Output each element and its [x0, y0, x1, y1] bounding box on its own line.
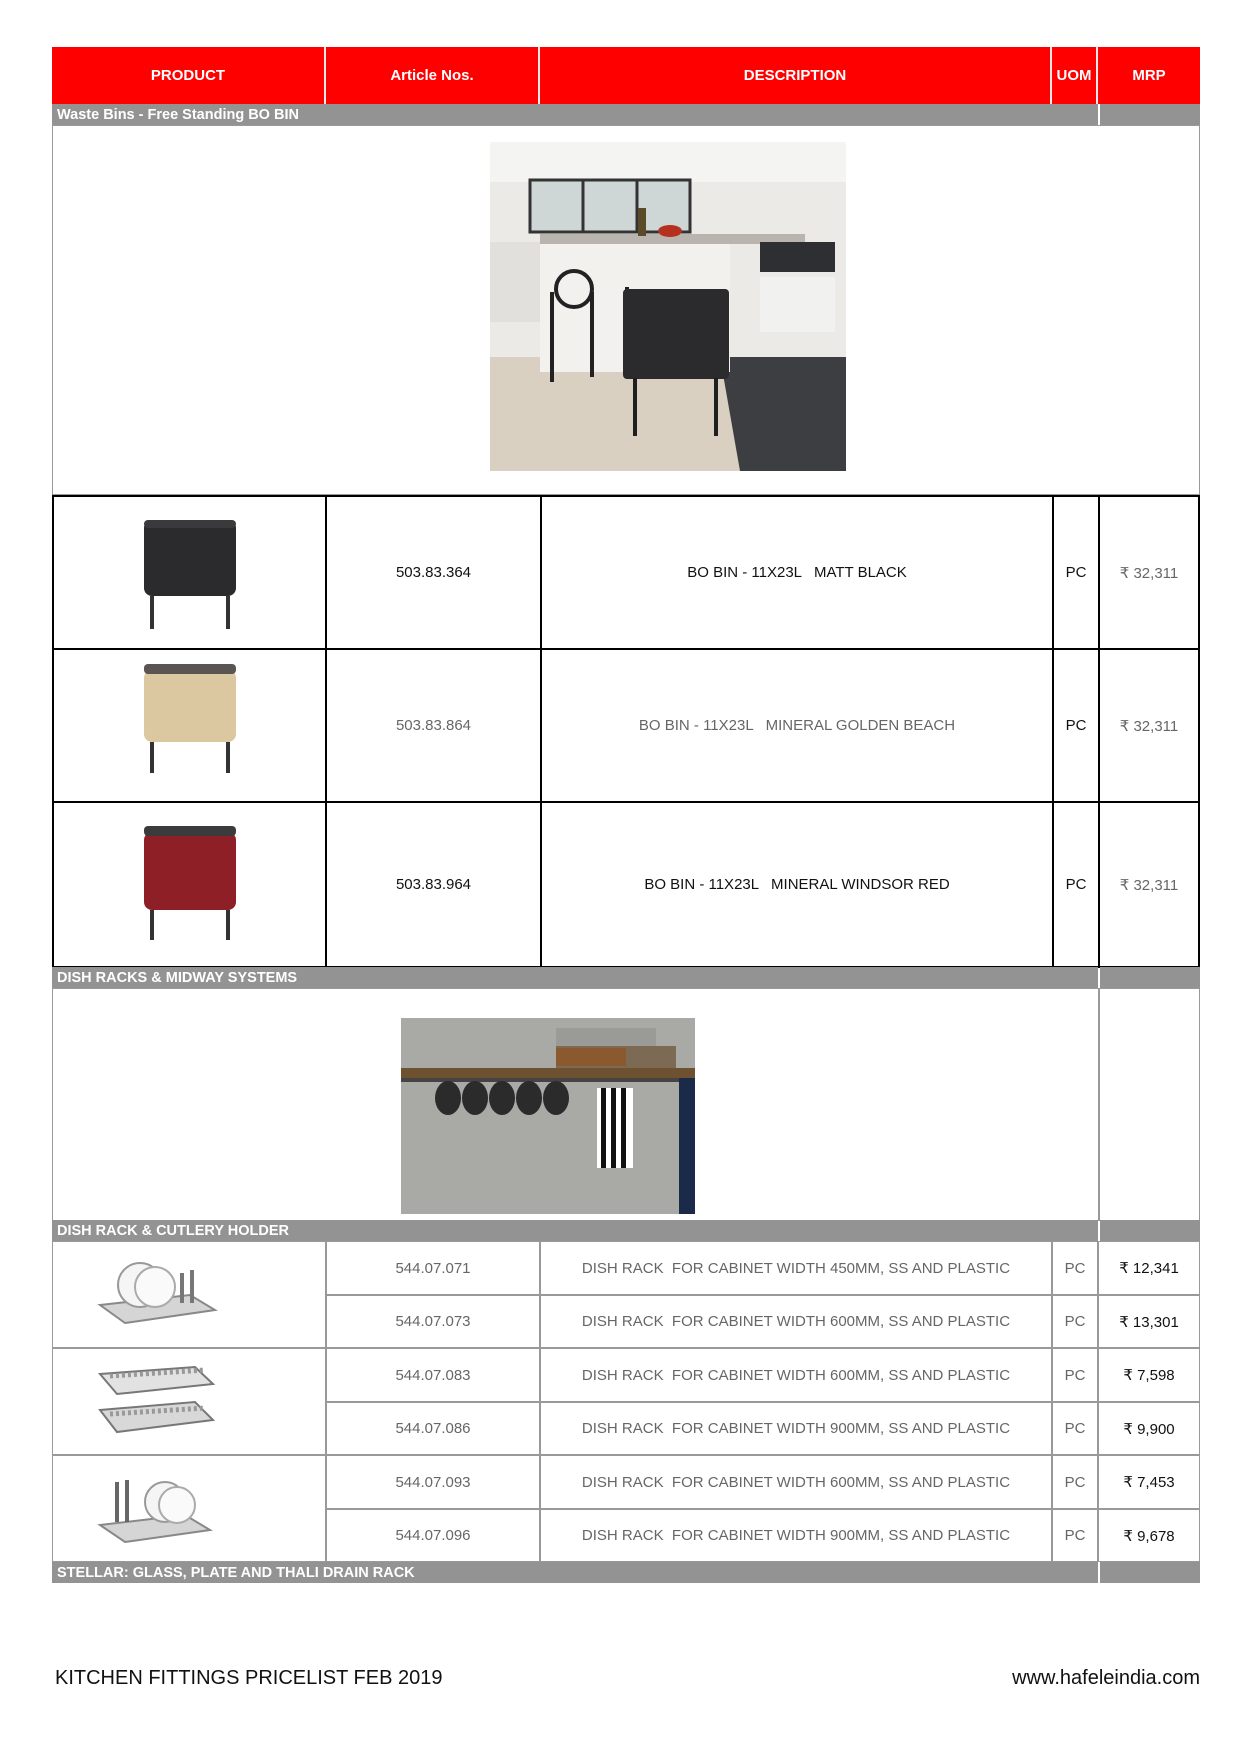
section-waste-bins: Waste Bins - Free Standing BO BIN	[52, 104, 1098, 125]
header-description: DESCRIPTION	[540, 47, 1052, 104]
header-article: Article Nos.	[326, 47, 540, 104]
table-cell-description: BO BIN - 11X23L MINERAL GOLDEN BEACH	[540, 648, 1054, 803]
table-cell-article: 544.07.096	[326, 1509, 540, 1562]
table-cell-uom: PC	[1052, 648, 1100, 803]
midway-image-cell-end	[1098, 988, 1200, 1221]
table-cell-description: DISH RACK FOR CABINET WIDTH 450MM, SS AND PLASTIC	[540, 1241, 1052, 1295]
table-cell-article: 544.07.093	[326, 1455, 540, 1509]
footer-website[interactable]: www.hafeleindia.com	[1012, 1667, 1200, 1689]
table-cell-article: 503.83.364	[325, 495, 542, 650]
section-band-end	[1100, 967, 1200, 988]
table-cell-article: 544.07.071	[326, 1241, 540, 1295]
header-uom: UOM	[1052, 47, 1098, 104]
section-dish-racks-midway: DISH RACKS & MIDWAY SYSTEMS	[52, 967, 1098, 988]
footer-title: KITCHEN FITTINGS PRICELIST FEB 2019	[55, 1667, 443, 1689]
table-cell-uom: PC	[1052, 495, 1100, 650]
table-cell-uom: PC	[1052, 801, 1100, 968]
table-cell-uom: PC	[1052, 1241, 1098, 1295]
table-cell-mrp: ₹ 7,598	[1098, 1348, 1200, 1402]
table-cell-uom: PC	[1052, 1348, 1098, 1402]
table-cell-article: 503.83.864	[325, 648, 542, 803]
bo-bin-black-image	[142, 518, 238, 631]
header-product: PRODUCT	[52, 47, 326, 104]
table-cell-mrp: ₹ 32,311	[1098, 801, 1200, 968]
header-mrp: MRP	[1098, 47, 1200, 104]
table-cell-uom: PC	[1052, 1455, 1098, 1509]
table-cell-article: 544.07.083	[326, 1348, 540, 1402]
section-stellar: STELLAR: GLASS, PLATE AND THALI DRAIN RACK	[52, 1562, 1098, 1583]
midway-rail-photo	[401, 1018, 695, 1214]
section-band-end	[1100, 1562, 1200, 1583]
bo-bin-gold-image	[142, 662, 238, 775]
table-cell-article: 544.07.086	[326, 1402, 540, 1455]
kitchen-bo-bin-photo	[490, 142, 846, 471]
table-cell-mrp: ₹ 12,341	[1098, 1241, 1200, 1295]
table-cell-description: DISH RACK FOR CABINET WIDTH 900MM, SS AND PLASTIC	[540, 1402, 1052, 1455]
table-cell-mrp: ₹ 32,311	[1098, 495, 1200, 650]
bo-bin-red-image	[142, 824, 238, 942]
dish-rack-450-600-image	[95, 1255, 220, 1335]
section-dish-rack-cutlery: DISH RACK & CUTLERY HOLDER	[52, 1220, 1098, 1241]
table-cell-description: DISH RACK FOR CABINET WIDTH 600MM, SS AND PLASTIC	[540, 1295, 1052, 1348]
table-cell-mrp: ₹ 32,311	[1098, 648, 1200, 803]
table-cell-uom: PC	[1052, 1295, 1098, 1348]
table-cell-uom: PC	[1052, 1509, 1098, 1562]
table-cell-article: 503.83.964	[325, 801, 542, 968]
section-band-end	[1100, 1220, 1200, 1241]
table-cell-description: BO BIN - 11X23L MINERAL WINDSOR RED	[540, 801, 1054, 968]
table-cell-description: DISH RACK FOR CABINET WIDTH 900MM, SS AND PLASTIC	[540, 1509, 1052, 1562]
dish-rack-600-900-cutlery-image	[95, 1470, 215, 1550]
table-cell-description: DISH RACK FOR CABINET WIDTH 600MM, SS AND PLASTIC	[540, 1348, 1052, 1402]
table-cell-mrp: ₹ 13,301	[1098, 1295, 1200, 1348]
table-cell-article: 544.07.073	[326, 1295, 540, 1348]
section-band-end	[1100, 104, 1200, 125]
table-cell-mrp: ₹ 9,678	[1098, 1509, 1200, 1562]
table-cell-uom: PC	[1052, 1402, 1098, 1455]
table-cell-mrp: ₹ 7,453	[1098, 1455, 1200, 1509]
table-cell-description: DISH RACK FOR CABINET WIDTH 600MM, SS AND PLASTIC	[540, 1455, 1052, 1509]
dish-rack-600-900-image	[95, 1362, 217, 1440]
table-cell-description: BO BIN - 11X23L MATT BLACK	[540, 495, 1054, 650]
table-cell-mrp: ₹ 9,900	[1098, 1402, 1200, 1455]
